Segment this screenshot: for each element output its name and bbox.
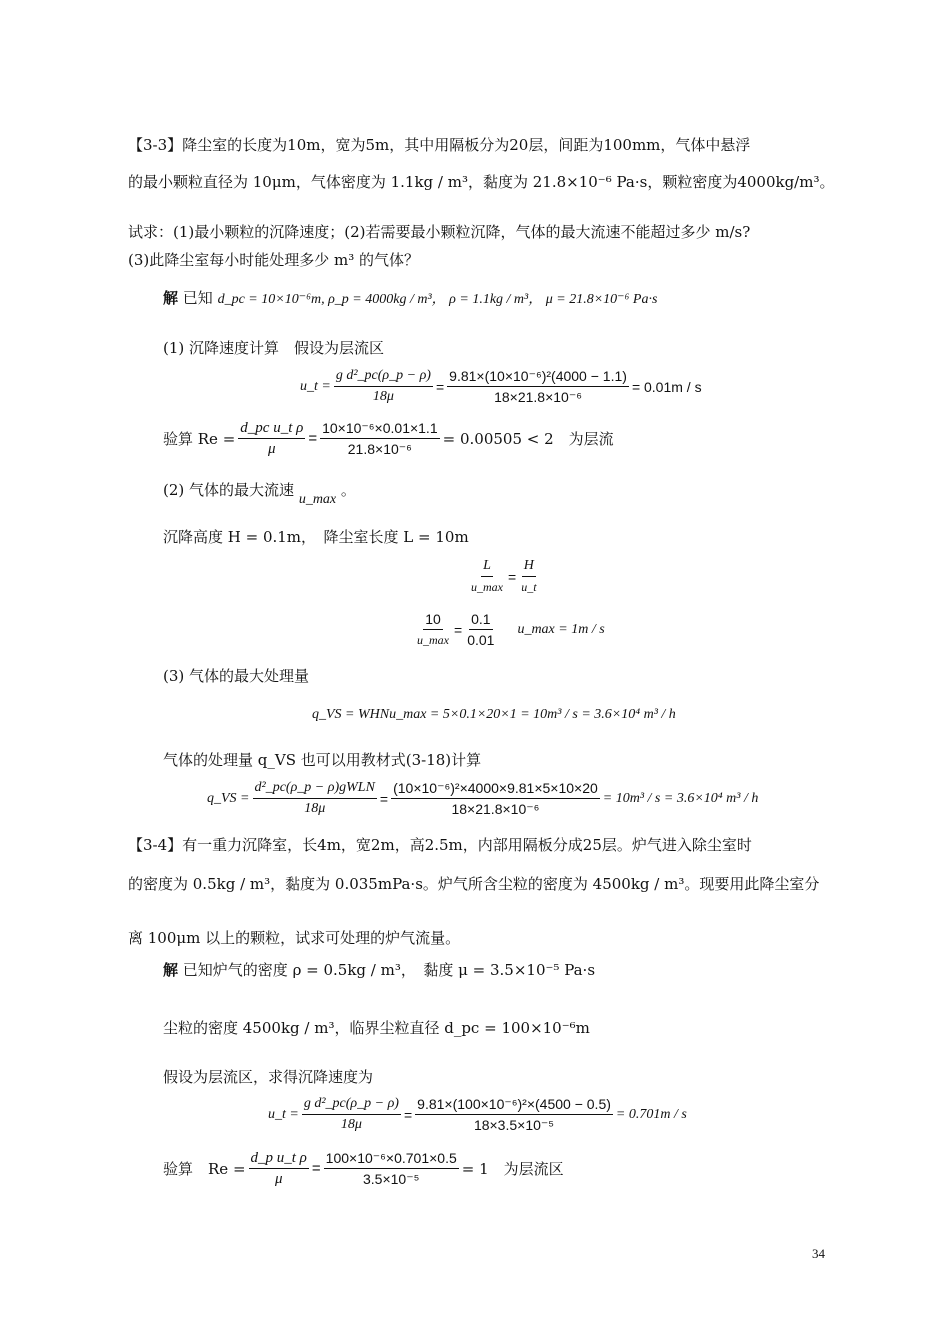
fraction: [469, 558, 505, 595]
given-text: 已知炉气的密度 ρ = 0.5kg / m³， 黏度 μ = 3.5×10⁻⁵ Pa·s: [182, 961, 596, 979]
fraction-numerator: (10×10⁻⁶)²×4000×9.81×5×10×20: [391, 780, 600, 799]
solution-label: 解: [163, 961, 179, 979]
ratio-numeric-equation: $\frac{10}{u\_\max}$ = $\frac{0.1}{0.01}$ u_max = 1m / s: [417, 611, 605, 648]
fraction: [334, 368, 433, 405]
max-throughput-equation: [312, 707, 676, 723]
fraction: [253, 780, 377, 817]
given-equation: d_pc = 10×10⁻⁶m, ρ_p = 4000kg / m³， ρ = 1.1kg / m³， μ = 21.8×10⁻⁶ Pa·s: [217, 292, 658, 307]
fraction-denominator: 21.8×10⁻⁶: [347, 441, 412, 457]
fraction-numerator: 0.1: [469, 611, 492, 630]
fraction-denominator: u_t: [521, 580, 537, 594]
fraction-denominator: 18μ: [340, 1117, 362, 1132]
fraction: [519, 558, 538, 595]
fraction-numerator: d²_pc(ρ_p − ρ)gWLN: [253, 780, 377, 799]
solution-3-3-given: [163, 288, 657, 310]
problem-3-4-line-2: 的密度为 0.5kg / m³，黏度为 0.035mPa·s。炉气所含尘粒的密度为 4500kg / m³。现要用此降尘室分: [128, 875, 820, 893]
fraction-denominator: 0.01: [467, 632, 495, 648]
fraction: [391, 780, 600, 817]
step-3-title: (3) 气体的最大处理量: [163, 667, 310, 685]
fraction: [249, 1150, 309, 1187]
reynolds-check-equation-2: 验算 Re = $\frac{\text{d\_p u\_t ρ}}{\mu}$ = $\frac{\text{100×10⁻⁶×0.701×0.5}}{\text{3.5×10⁻⁵}}$ = 1 为层流区: [163, 1150, 564, 1187]
fraction-denominator: 18μ: [304, 801, 326, 816]
fraction-denominator: 18×21.8×10⁻⁶: [494, 389, 582, 405]
fraction-denominator: 18×3.5×10⁻⁵: [473, 1117, 555, 1133]
step-2-text: (2) 气体的最大流速: [163, 481, 295, 499]
solution-label: 解: [163, 289, 179, 307]
assume-laminar-line: 假设为层流区，求得沉降速度为: [163, 1068, 374, 1086]
textbook-throughput-equation: q_VS = $\frac{\text{d²\_pc(ρ\_p − ρ)gWLN}}{18\mu}$ = $\frac{\text{(10×10⁻⁶)²×4000×9.81×5×10×20}}{\text{18×21.8×10⁻⁶}}$ = 10m³ / s = 3.6×10⁴ m³ / h: [207, 780, 759, 817]
step-2-title: [163, 480, 356, 507]
height-length-line: 沉降高度 H = 0.1m， 降尘室长度 L = 10m: [163, 528, 469, 546]
fraction-denominator: 18μ: [372, 389, 394, 404]
given-label: 已知: [182, 289, 213, 307]
ratio-equation: $\frac{L}{u\_\max}$ = $\frac{H}{u\_t}$: [471, 558, 537, 594]
fraction: [238, 420, 305, 457]
fraction-numerator: 10: [423, 611, 443, 630]
alt-method-line: 气体的处理量 q_VS 也可以用教材式(3-18)计算: [163, 751, 482, 769]
dust-density-line: 尘粒的密度 4500kg / m³，临界尘粒直径 d_pc = 100×10⁻⁶m: [163, 1019, 590, 1037]
settling-velocity-equation: u_t = $\frac{\text{g d²\_pc(ρ\_p − ρ)}}{18\mu}$ = $\frac{\text{9.81×(10×10⁻⁶)²(4000 − 1.1)}}{\text{18×21.8×10⁻⁶}}$ = 0.01m / s: [300, 368, 702, 405]
u-max-symbol: u_max: [298, 492, 337, 507]
fraction: [320, 420, 440, 457]
check-label: 验算 Re =: [163, 1160, 246, 1178]
fraction: [324, 1150, 459, 1187]
fraction-numerator: L: [481, 558, 493, 577]
fraction-denominator: 18×21.8×10⁻⁶: [451, 801, 540, 817]
fraction-numerator: g d²_pc(ρ_p − ρ): [302, 1096, 401, 1115]
eq-result: = 0.701m / s: [615, 1106, 687, 1122]
fraction-numerator: 9.81×(100×10⁻⁶)²×(4500 − 0.5): [415, 1096, 613, 1115]
step-1-title: (1) 沉降速度计算 假设为层流区: [163, 339, 385, 357]
eq-lhs: q_VS =: [207, 790, 250, 806]
fraction: [415, 611, 451, 648]
page-number: 34: [812, 1246, 825, 1261]
fraction-numerator: 10×10⁻⁶×0.01×1.1: [320, 420, 440, 439]
solution-3-4-given: [163, 960, 595, 980]
eq-result: = 0.01m / s: [631, 378, 702, 395]
problem-3-3-line-2: 的最小颗粒直径为 10μm，气体密度为 1.1kg / m³，黏度为 21.8×10⁻⁶ Pa·s，颗粒密度为4000kg/m³。: [128, 173, 835, 191]
check-label: 验算 Re =: [163, 430, 236, 448]
problem-3-3-line-3: 试求：(1)最小颗粒的沉降速度；(2)若需要最小颗粒沉降，气体的最大流速不能超过多少 m/s?: [128, 223, 751, 241]
problem-3-4-line-1: 【3-4】有一重力沉降室，长4m，宽2m，高2.5m，内部用隔板分成25层。炉气进入除尘室时: [128, 836, 752, 854]
fraction-numerator: H: [522, 558, 536, 577]
fraction-denominator: μ: [274, 1171, 283, 1187]
throughput-text: q_VS = WHNu_max = 5×0.1×20×1 = 10m³ / s = 3.6×10⁴ m³ / h: [312, 707, 676, 722]
fraction-denominator: u_max: [417, 633, 449, 647]
fraction-denominator: μ: [268, 441, 276, 457]
fraction: [465, 611, 496, 648]
check-result: = 1 为层流区: [461, 1160, 564, 1178]
fraction-numerator: d_p u_t ρ: [249, 1150, 309, 1169]
fraction: [302, 1096, 401, 1133]
problem-3-4-line-3: 离 100μm 以上的颗粒，试求可处理的炉气流量。: [128, 929, 461, 947]
fraction-numerator: g d²_pc(ρ_p − ρ): [334, 368, 433, 387]
u-max-result: u_max = 1m / s: [517, 621, 605, 637]
fraction-numerator: 100×10⁻⁶×0.701×0.5: [324, 1150, 459, 1169]
settling-velocity-equation-2: u_t = $\frac{\text{g d²\_pc(ρ\_p − ρ)}}{18\mu}$ = $\frac{\text{9.81×(100×10⁻⁶)²×(4500 − 0.5)}}{\text{18×3.5×10⁻⁵}}$ = 0.701m / s: [268, 1096, 687, 1133]
eq-result: = 10m³ / s = 3.6×10⁴ m³ / h: [602, 790, 759, 806]
step-2-end: 。: [340, 481, 356, 499]
fraction-denominator: 3.5×10⁻⁵: [363, 1171, 420, 1187]
fraction-numerator: 9.81×(10×10⁻⁶)²(4000 − 1.1): [447, 368, 629, 387]
check-result: = 0.00505 < 2 为层流: [442, 430, 614, 448]
fraction-numerator: d_pc u_t ρ: [238, 420, 305, 439]
problem-3-3-line-4: (3)此降尘室每小时能处理多少 m³ 的气体？: [128, 251, 420, 269]
reynolds-check-equation: 验算 Re = $\frac{\text{d\_pc u\_t ρ}}{\mu}$ = $\frac{\text{10×10⁻⁶×0.01×1.1}}{\text{21.8×10⁻⁶}}$ = 0.00505 < 2 为层流: [163, 420, 614, 457]
eq-lhs: u_t =: [300, 378, 331, 394]
fraction: [447, 368, 629, 405]
problem-3-3-line-1: 【3-3】降尘室的长度为10m，宽为5m，其中用隔板分为20层，间距为100mm，气体中悬浮: [128, 136, 751, 154]
fraction: [415, 1096, 613, 1133]
fraction-denominator: u_max: [471, 580, 503, 594]
eq-lhs: u_t =: [268, 1106, 299, 1122]
